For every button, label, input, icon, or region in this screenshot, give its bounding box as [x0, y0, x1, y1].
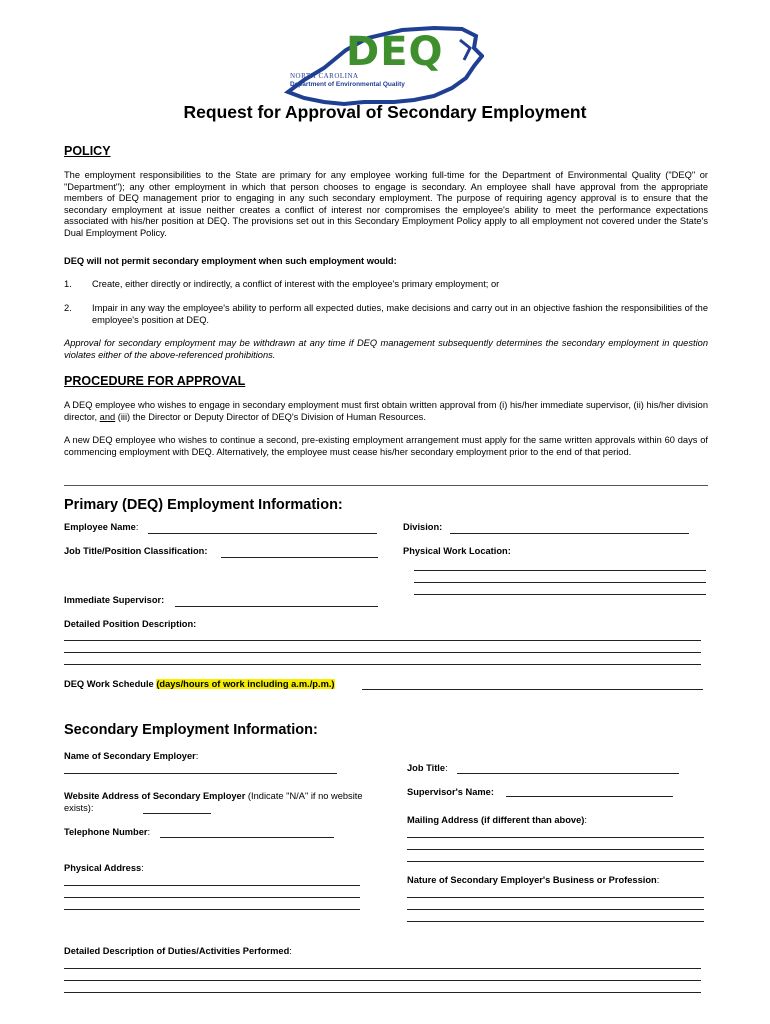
- position-description-field-2[interactable]: [64, 652, 701, 653]
- website-label: [64, 791, 364, 814]
- telephone-text: Telephone Number: [64, 827, 148, 837]
- physical-address-field-3[interactable]: [64, 909, 360, 910]
- secondary-job-title-text: Job Title: [407, 763, 446, 773]
- section-divider: [64, 485, 708, 486]
- physical-address-field-2[interactable]: [64, 897, 360, 898]
- position-description-field-1[interactable]: [64, 640, 701, 641]
- duties-field-2[interactable]: [64, 980, 701, 981]
- page-title: Request for Approval of Secondary Employment: [183, 102, 587, 122]
- procedure-heading: PROCEDURE FOR APPROVAL: [64, 374, 246, 388]
- job-title-label: Job Title/Position Classification:: [64, 546, 208, 556]
- employee-name-label: Employee Name:: [64, 522, 139, 532]
- procedure-paragraph-2: A new DEQ employee who wishes to continue a second, pre-existing employment arrangement must apply for the same written approvals within 60 days of commencing employment with DEQ. Alternatively, the employee must cease his/her secondary employment prior to the end of that period.: [64, 435, 708, 457]
- work-schedule-label: [64, 679, 335, 689]
- website-field[interactable]: [143, 813, 211, 814]
- logo-dept-text: Department of Environmental Quality: [290, 81, 405, 88]
- deq-logo: [284, 26, 484, 106]
- employer-name-label: Name of Secondary Employer:: [64, 751, 199, 761]
- work-schedule-highlight: (days/hours of work including a.m./p.m.): [156, 679, 335, 689]
- policy-item-2-text: Impair in any way the employee's ability to perform all expected duties, make decisions and carry out in an objective fashion the responsibilities of the employee's position at DEQ.: [92, 303, 708, 325]
- division-field[interactable]: [450, 533, 689, 534]
- procedure-p1-part-a: A DEQ employee who wishes to engage in secondary employment must first obtain written approval from (i) his/her immediate supervisor, (ii) his/her division director,: [64, 400, 708, 422]
- business-nature-label: Nature of Secondary Employer's Business or Profession:: [407, 875, 660, 885]
- mailing-address-field-3[interactable]: [407, 861, 704, 862]
- work-schedule-text: DEQ Work Schedule: [64, 679, 157, 689]
- physical-location-field-2[interactable]: [414, 582, 706, 583]
- supervisor-field[interactable]: [175, 606, 378, 607]
- mailing-address-text: Mailing Address (if different than above): [407, 815, 585, 825]
- employee-name-field[interactable]: [148, 533, 377, 534]
- procedure-p1-and: and: [99, 411, 116, 422]
- logo-state-text: NORTH CAROLINA: [290, 72, 359, 80]
- website-label-text: Website Address of Secondary Employer: [64, 791, 246, 801]
- policy-paragraph: The employment responsibilities to the State are primary for any employee working full-time for the Department of Environmental Quality ("DEQ" or "Department"); any other employment in which that person chooses to engage is secondary. An employee shall have approval from the appropriate members of DEQ management prior to engaging in any such secondary employment. The purpose of requiring agency approval is to ensure that the secondary employment at issue neither creates a conflict of interest nor compromises the employee's ability to meet the performance expectations associated with his/her position at DEQ. The provisions set out in this Secondary Employment Policy apply to all employment not covered under the State's Dual Employment Policy.: [64, 170, 708, 238]
- physical-address-text: Physical Address: [64, 863, 142, 873]
- duties-field-1[interactable]: [64, 968, 701, 969]
- position-description-field-3[interactable]: [64, 664, 701, 665]
- primary-heading: Primary (DEQ) Employment Information:: [64, 497, 343, 513]
- job-title-field[interactable]: [221, 557, 378, 558]
- policy-not-permit: DEQ will not permit secondary employment when such employment would:: [64, 256, 397, 266]
- mailing-address-field-2[interactable]: [407, 849, 704, 850]
- supervisor-label: Immediate Supervisor:: [64, 595, 165, 605]
- logo-acronym: DEQ: [346, 29, 444, 75]
- division-label: Division:: [403, 522, 443, 532]
- secondary-job-title-field[interactable]: [457, 773, 679, 774]
- physical-address-field-1[interactable]: [64, 885, 360, 886]
- physical-location-field-1[interactable]: [414, 570, 706, 571]
- mailing-address-field-1[interactable]: [407, 837, 704, 838]
- business-nature-text: Nature of Secondary Employer's Business or Profession: [407, 875, 657, 885]
- procedure-p1-part-b: (iii) the Director or Deputy Director of DEQ's Division of Human Resources.: [115, 411, 426, 422]
- employer-name-text: Name of Secondary Employer: [64, 751, 196, 761]
- employee-name-text: Employee Name: [64, 522, 136, 532]
- telephone-label: Telephone Number:: [64, 827, 151, 837]
- telephone-field[interactable]: [160, 837, 334, 838]
- policy-withdrawn: Approval for secondary employment may be withdrawn at any time if DEQ management subsequently determines the secondary employment in question violates either of the above-referenced prohibitions.: [64, 338, 708, 360]
- employer-name-field[interactable]: [64, 773, 337, 774]
- policy-item-1-num: 1.: [64, 279, 72, 289]
- duties-label: Detailed Description of Duties/Activities Performed:: [64, 946, 292, 956]
- business-nature-field-1[interactable]: [407, 897, 704, 898]
- procedure-paragraph-1: [64, 400, 708, 423]
- position-description-label: Detailed Position Description:: [64, 619, 197, 629]
- supervisor-name-field[interactable]: [506, 796, 673, 797]
- physical-location-label: Physical Work Location:: [403, 546, 511, 556]
- policy-item-1-text: Create, either directly or indirectly, a conflict of interest with the employee's primary employment; or: [92, 279, 500, 289]
- website-note: (Indicate "N/A" if no website exists):: [64, 791, 363, 813]
- mailing-address-label: Mailing Address (if different than above):: [407, 815, 587, 825]
- work-schedule-field[interactable]: [362, 689, 703, 690]
- policy-item-2-num: 2.: [64, 303, 72, 313]
- physical-location-field-3[interactable]: [414, 594, 706, 595]
- secondary-heading: Secondary Employment Information:: [64, 722, 318, 738]
- policy-heading: POLICY: [64, 144, 111, 158]
- duties-text: Detailed Description of Duties/Activities Performed: [64, 946, 290, 956]
- duties-field-3[interactable]: [64, 992, 701, 993]
- physical-address-label: Physical Address:: [64, 863, 144, 873]
- secondary-job-title-label: Job Title:: [407, 763, 448, 773]
- supervisor-name-label: Supervisor's Name:: [407, 787, 494, 797]
- business-nature-field-2[interactable]: [407, 909, 704, 910]
- business-nature-field-3[interactable]: [407, 921, 704, 922]
